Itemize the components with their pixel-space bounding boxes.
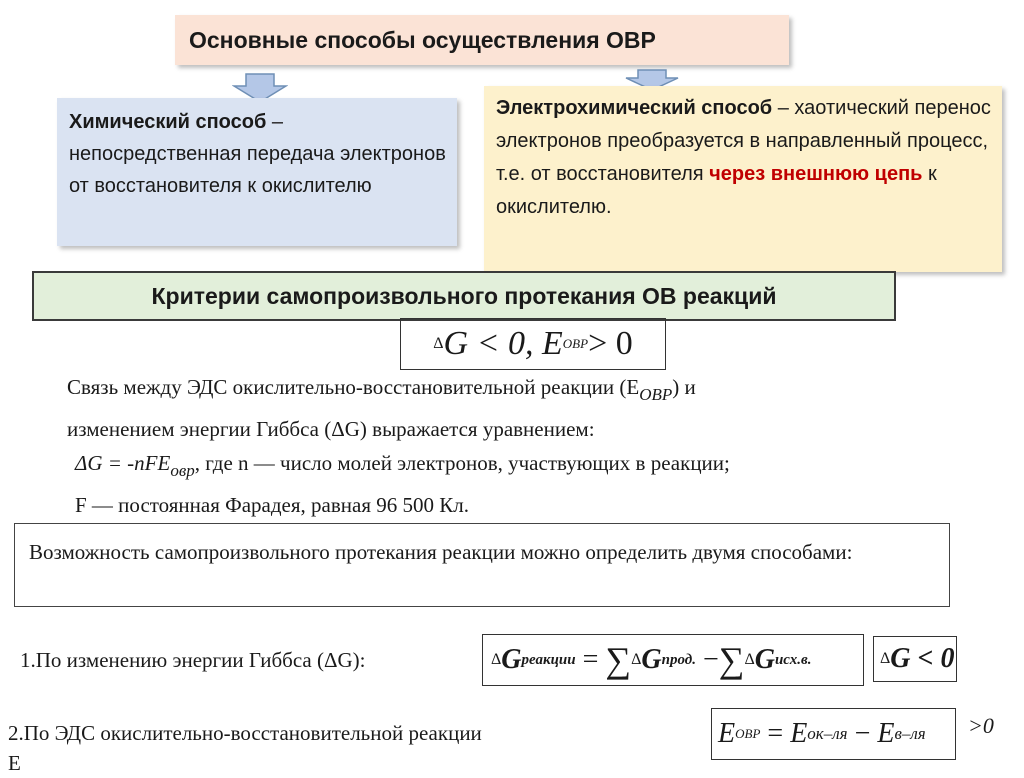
formula-tail: > 0 (588, 325, 633, 362)
chemical-dash: – (266, 111, 284, 133)
relation-line-1: Связь между ЭДС окислительно-восстановительной реакции $(E_{ОВР})$ и (67, 375, 696, 404)
electrochemical-highlight: через внешнюю цепь (709, 163, 923, 185)
criteria-heading-box (32, 271, 896, 321)
slide-title (175, 15, 789, 65)
emf-positive-label: >0 (968, 713, 994, 738)
relation-line-4: F — постоянная Фарадея, равная 96 500 Кл. (75, 493, 469, 517)
gibbs-emf-relation (67, 370, 997, 522)
criteria-heading: Критерии самопроизвольного протекания ОВ реакций (151, 282, 777, 309)
gibbs-negative-formula: Δ G < 0 (873, 636, 957, 682)
chemical-text: непосредственная передача электронов от восстановителя к окислителю (69, 143, 446, 197)
electrochemical-dash: – (772, 97, 789, 119)
electrochemical-heading: Электрохимический способ (496, 97, 773, 119)
slide-title-text: Основные способы осуществления ОВР (189, 26, 656, 53)
method-2 (8, 718, 482, 778)
electrochemical-text-end: к окислителю. (496, 163, 937, 218)
chemical-method-box (57, 98, 457, 246)
formula-main: G < 0, E (443, 325, 563, 362)
possibility-box (14, 523, 950, 607)
formula-delta: Δ (433, 335, 444, 352)
method-1 (20, 648, 366, 673)
criteria-formula (400, 318, 666, 370)
electrochemical-text: хаотический перенос электронов преобразуется в направленный процесс, т.е. от восстановителя (496, 97, 991, 185)
relation-line-2: изменением энергии Гиббса (ΔG) выражается уравнением: (67, 417, 595, 441)
method-2-continuation: E (8, 751, 21, 775)
possibility-text: Возможность самопроизвольного протекания реакции можно определить двумя способами: (29, 540, 853, 564)
relation-line-3: ΔG = -nFE$_{овр}$, где n — число молей электронов, участвующих в реакции; (75, 451, 730, 480)
emf-formula: E ОВР = E ок–ля − E в–ля (711, 708, 956, 760)
method-1-text: 1.По изменению энергии Гиббса (ΔG): (20, 648, 366, 672)
gibbs-reaction-formula: Δ G реакции = ∑ Δ G прод. − ∑ Δ G исх.в. (482, 634, 864, 686)
formula-sub: ОВР (562, 336, 589, 351)
chemical-heading: Химический способ (69, 111, 267, 133)
electrochemical-method-box (484, 86, 1002, 272)
method-2-text: 2.По ЭДС окислительно-восстановительной реакции (8, 721, 482, 745)
